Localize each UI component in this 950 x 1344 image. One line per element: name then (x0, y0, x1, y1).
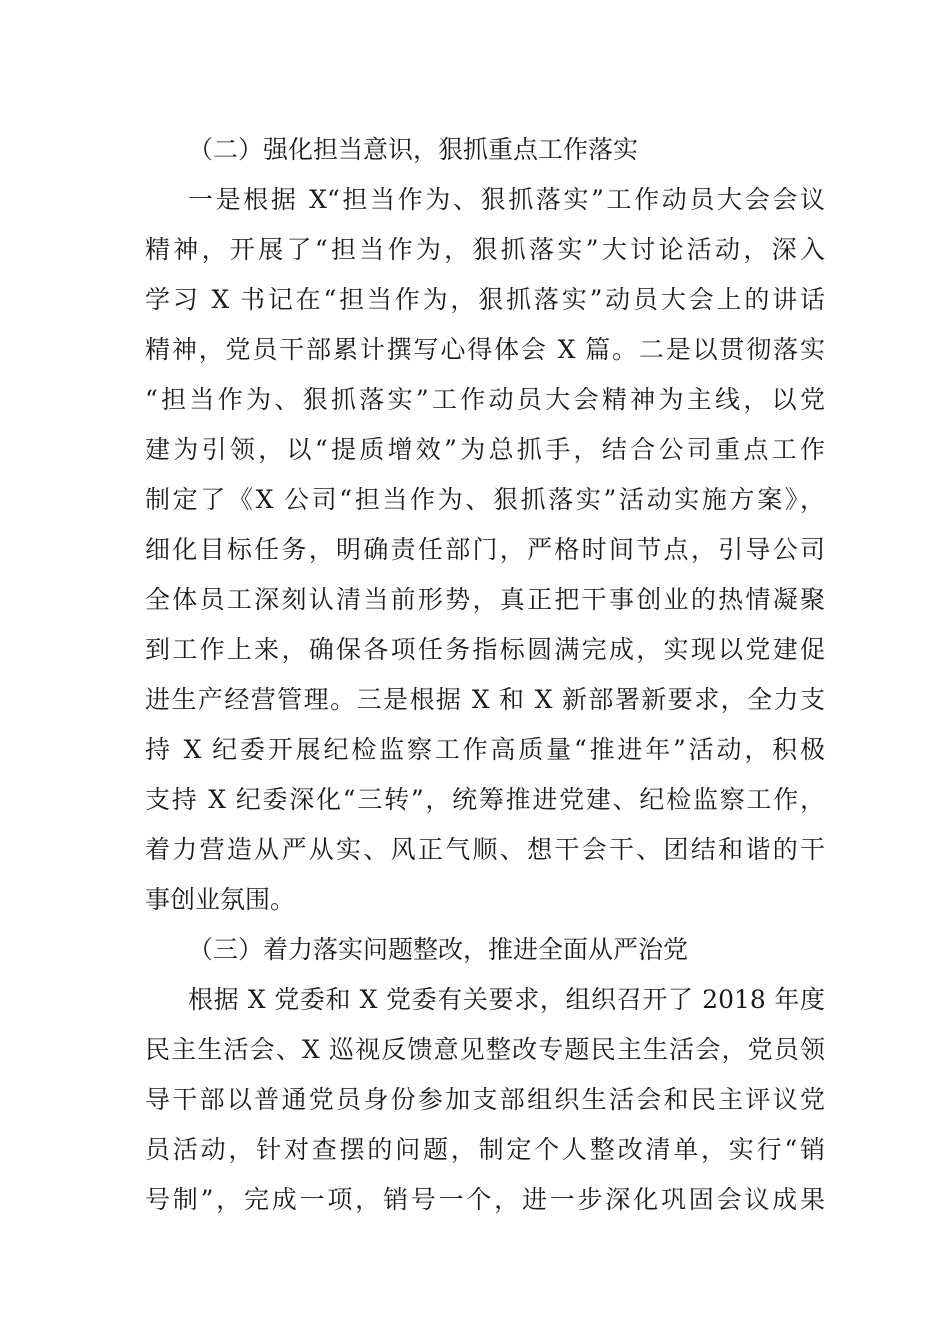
paragraph-line: 一是根据 X“担当作为、狠抓落实”工作动员大会会议 (188, 185, 825, 214)
paragraph-line: 到工作上来，确保各项任务指标圆满完成，实现以党建促 (145, 635, 825, 664)
paragraph-line: 根据 X 党委和 X 党委有关要求，组织召开了 2018 年度 (188, 985, 825, 1014)
paragraph-line: 建为引领，以“提质增效”为总抓手，结合公司重点工作 (145, 435, 825, 464)
paragraph-line-last: 事创业氛围。 (145, 885, 296, 914)
paragraph-line: 支持 X 纪委深化“三转”，统筹推进党建、纪检监察工作， (145, 785, 825, 814)
paragraph-line: 全体员工深刻认清当前形势，真正把干事创业的热情凝聚 (145, 585, 825, 614)
paragraph-line: 导干部以普通党员身份参加支部组织生活会和民主评议党 (145, 1085, 825, 1114)
paragraph-line: 精神，党员干部累计撰写心得体会 X 篇。二是以贯彻落实 (145, 335, 825, 364)
section-heading-3: （三）着力落实问题整改，推进全面从严治党 (188, 935, 689, 964)
section-heading-2: （二）强化担当意识，狠抓重点工作落实 (188, 135, 639, 164)
paragraph-line: 学习 X 书记在“担当作为，狠抓落实”动员大会上的讲话 (145, 285, 825, 314)
paragraph-line: 员活动，针对查摆的问题，制定个人整改清单，实行“销 (145, 1135, 825, 1164)
paragraph-line: 持 X 纪委开展纪检监察工作高质量“推进年”活动，积极 (145, 735, 825, 764)
paragraph-line: 着力营造从严从实、风正气顺、想干会干、团结和谐的干 (145, 835, 825, 864)
paragraph-line: 民主生活会、X 巡视反馈意见整改专题民主生活会，党员领 (145, 1035, 825, 1064)
paragraph-line: 制定了《X 公司“担当作为、狠抓落实”活动实施方案》， (145, 485, 825, 514)
paragraph-line: 进生产经营管理。三是根据 X 和 X 新部署新要求，全力支 (145, 685, 825, 714)
paragraph-line: 号制”，完成一项，销号一个，进一步深化巩固会议成果 (145, 1185, 825, 1214)
paragraph-line: “担当作为、狠抓落实”工作动员大会精神为主线，以党 (145, 385, 825, 414)
paragraph-line: 精神，开展了“担当作为，狠抓落实”大讨论活动，深入 (145, 235, 825, 264)
paragraph-line: 细化目标任务，明确责任部门，严格时间节点，引导公司 (145, 535, 825, 564)
